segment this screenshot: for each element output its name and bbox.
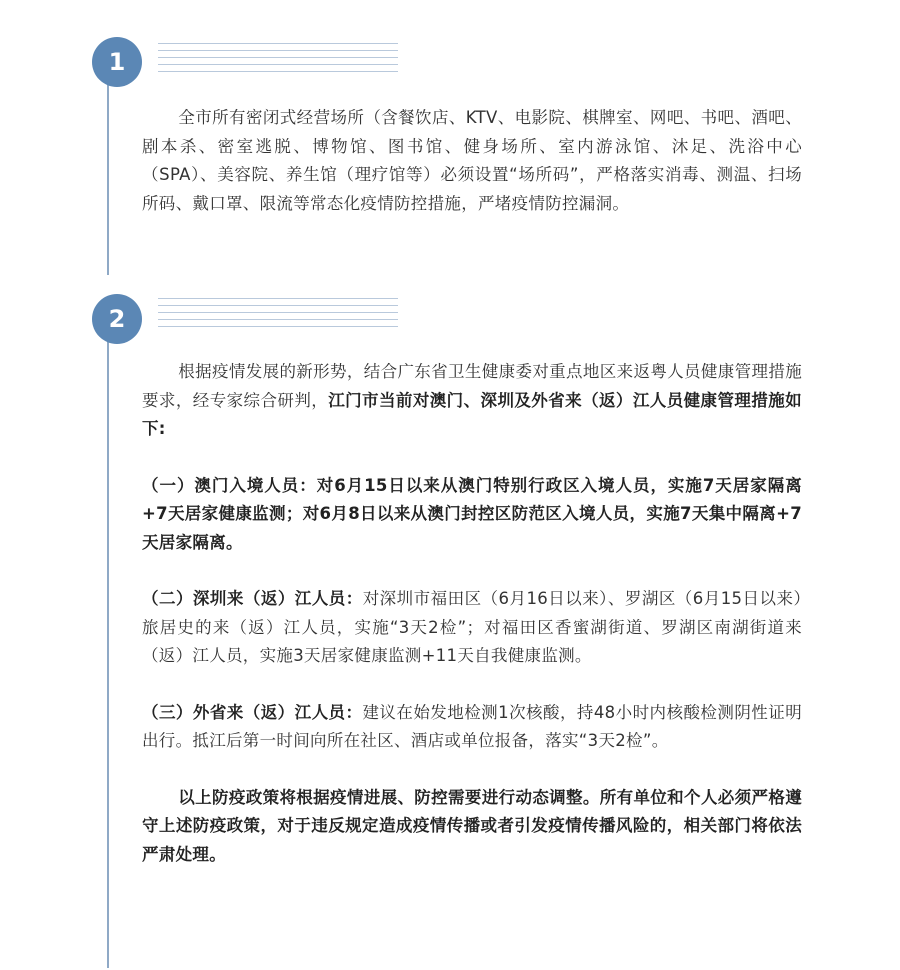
section-2-item-2 xyxy=(142,585,802,671)
section-2-number-badge: 2 xyxy=(92,294,142,344)
section-2-intro-bold: 江门市当前对澳门、深圳及外省来（返）江人员健康管理措施如下: xyxy=(142,390,802,438)
section-2-header-stripes xyxy=(158,298,398,333)
section-2-intro-normal: 根据疫情发展的新形势，结合广东省卫生健康委对重点地区来返粤人员健康管理措施要求，经专家综合研判， xyxy=(142,362,802,410)
section-2-item-3 xyxy=(142,699,802,756)
section-2-item-2-heading: （二）深圳来（返）江人员： xyxy=(142,589,363,608)
section-2-text xyxy=(142,358,802,869)
section-2-closing: 以上防疫政策将根据疫情进展、防控需要进行动态调整。所有单位和个人必须严格遵守上述防疫政策，对于违反规定造成疫情传播或者引发疫情传播风险的，相关部门将依法严肃处理。 xyxy=(142,787,802,864)
section-1-number-badge: 1 xyxy=(92,37,142,87)
section-1-vertical-line xyxy=(107,60,109,275)
section-2-item-3-heading: （三）外省来（返）江人员： xyxy=(142,702,363,722)
section-2-item-2-body: 对深圳市福田区（6月16日以来）、罗湖区（6月15日以来）旅居史的来（返）江人员，实施“3天2检”；对福田区香蜜湖街道、罗湖区南湖街道来（返）江人员，实施3天居家健康监测+11天自我健康监测。 xyxy=(142,589,802,665)
section-2-intro xyxy=(142,358,802,444)
section-2-item-1: （一）澳门入境人员：对6月15日以来从澳门特别行政区入境人员，实施7天居家隔离+7天居家健康监测；对6月8日以来从澳门封控区防范区入境人员，实施7天集中隔离+7天居家隔离。 xyxy=(142,475,802,552)
section-1-text xyxy=(142,104,802,218)
section-1-paragraph: 全市所有密闭式经营场所（含餐饮店、KTV、电影院、棋牌室、网吧、书吧、酒吧、剧本杀、密室逃脱、博物馆、图书馆、健身场所、室内游泳馆、沐足、洗浴中心（SPA）、美容院、养生馆（理疗馆等）必须设置“场所码”，严格落实消毒、测温、扫场所码、戴口罩、限流等常态化疫情防控措施，严堵疫情防控漏洞。 xyxy=(142,108,802,213)
section-2-vertical-line xyxy=(107,318,109,968)
section-2-item-3-body: 建议在始发地检测1次核酸，持48小时内核酸检测阴性证明出行。抵江后第一时间向所在社区、酒店或单位报备，落实“3天2检”。 xyxy=(142,702,802,750)
section-1-header-stripes xyxy=(158,43,398,78)
